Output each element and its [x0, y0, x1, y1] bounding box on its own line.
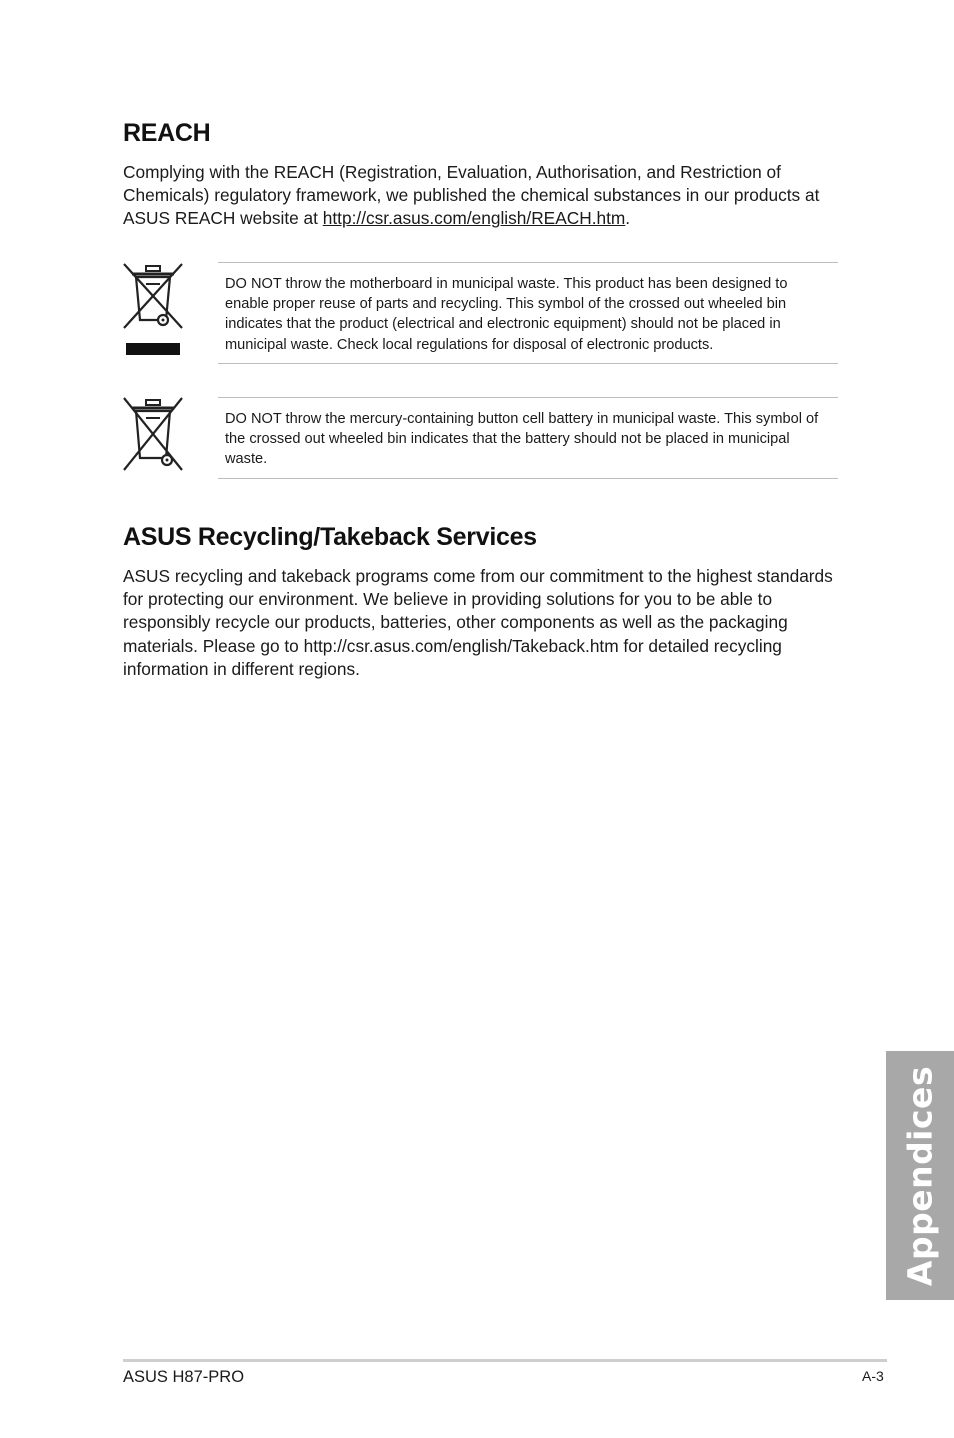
notice-battery-text: DO NOT throw the mercury-containing button cell battery in municipal waste. This symbol of the crossed out wheeled bin indicates that the battery should not be placed in municipal waste.	[225, 411, 819, 468]
reach-paragraph-end: .	[625, 208, 631, 229]
notice-battery	[218, 397, 838, 479]
appendices-side-tab-label: Appendices	[900, 1065, 940, 1286]
appendices-side-tab	[886, 1051, 954, 1300]
recycling-heading: ASUS Recycling/Takeback Services	[123, 523, 537, 551]
notice-motherboard	[218, 262, 838, 364]
recycling-paragraph: ASUS recycling and takeback programs come from our commitment to the highest standards for protecting our environment. We believe in providing solutions for you to be able to responsibly recycle our products, batteries, other components as well as the packaging materials. Please go to http://csr.asus.com/english/Takeback.htm for detailed recycling information in different regions.	[123, 566, 833, 679]
footer-product-name: ASUS H87-PRO	[123, 1368, 245, 1386]
reach-website-link[interactable]: http://csr.asus.com/english/REACH.htm	[322, 208, 626, 229]
crossed-out-wheeled-bin-icon	[122, 396, 184, 472]
footer-rule	[123, 1359, 887, 1362]
footer-page-number: A-3	[862, 1368, 884, 1384]
reach-heading: REACH	[123, 119, 211, 147]
reach-paragraph	[123, 161, 843, 231]
crossed-out-wheeled-bin-icon	[122, 262, 184, 358]
notice-motherboard-text: DO NOT throw the motherboard in municipal waste. This product has been designed to enable proper reuse of parts and recycling. This symbol of the crossed out wheeled bin indicates that the product (electrical and electronic equipment) should not be placed in municipal waste. Check local regulations for disposal of electronic products.	[225, 276, 788, 353]
reach-paragraph-text: Complying with the REACH (Registration, Evaluation, Authorisation, and Restriction of Chemicals) regulatory framework, we published the chemical substances in our products at ASUS REACH website at	[123, 162, 820, 229]
